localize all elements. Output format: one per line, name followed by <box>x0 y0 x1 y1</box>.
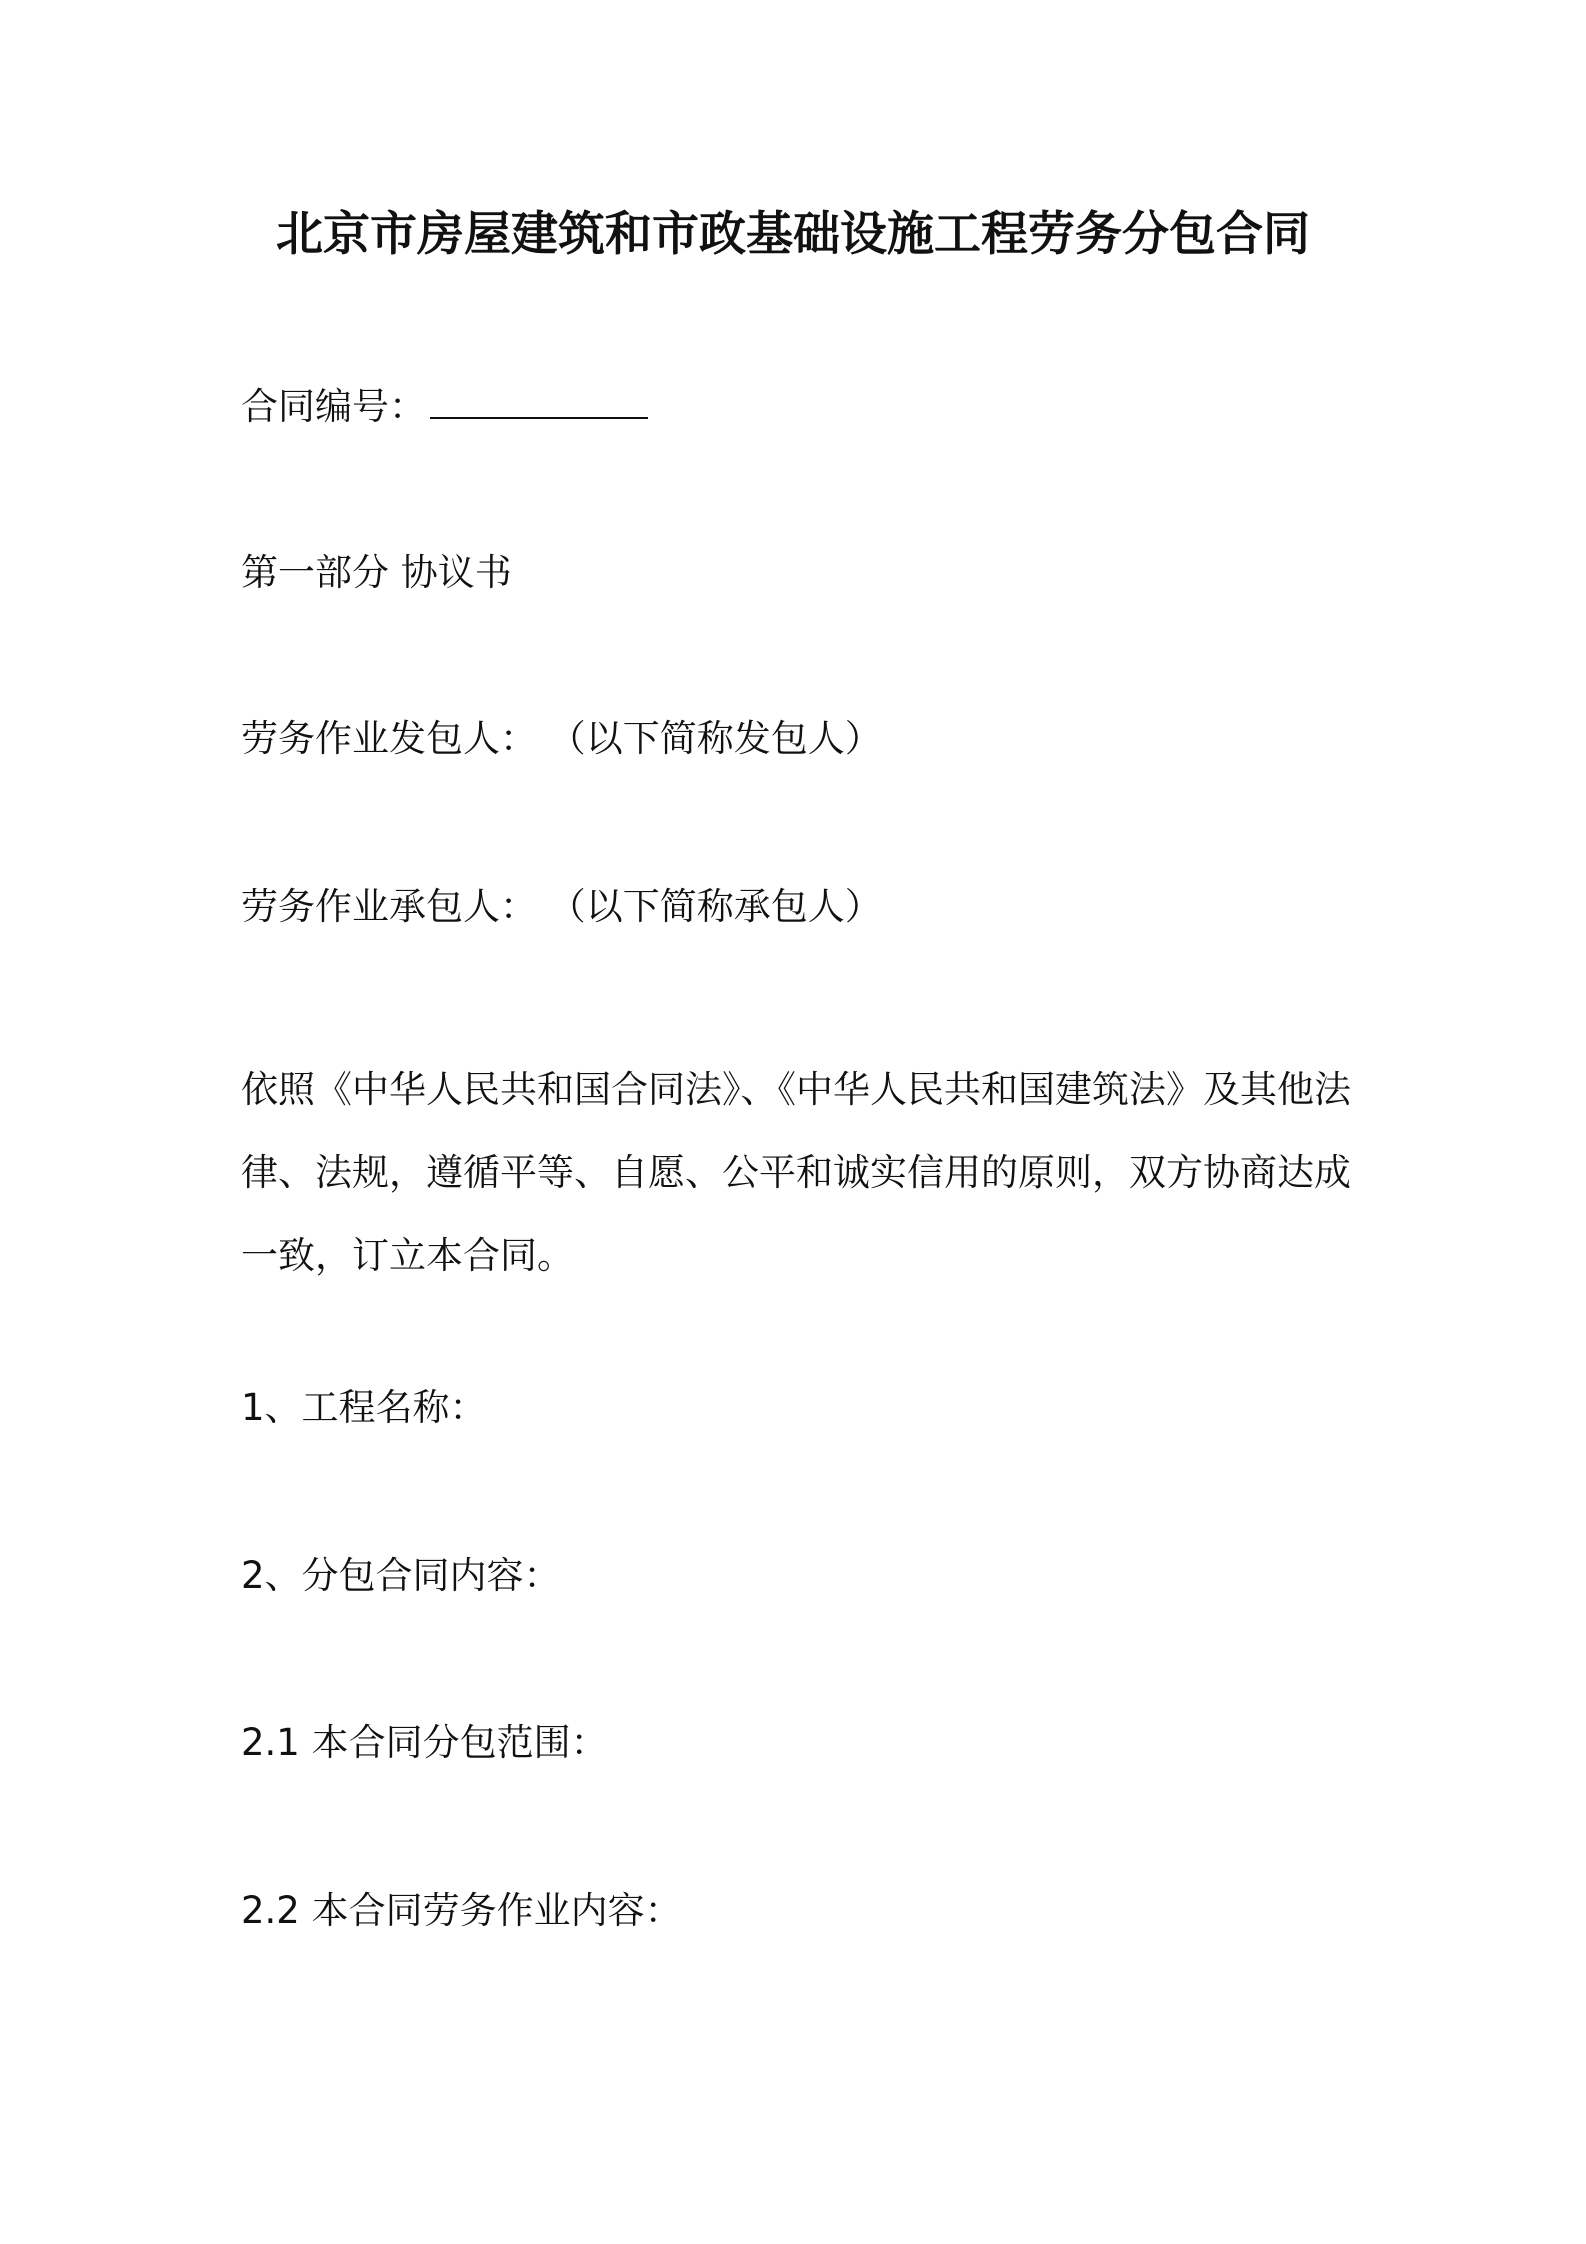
item-labor-content: 2.2 本合同劳务作业内容： <box>241 1889 682 1932</box>
intro-line: 一致，订立本合同。 <box>241 1234 574 1277</box>
item-subcontract-content: 2、分包合同内容： <box>241 1554 561 1597</box>
part-heading: 第一部分 协议书 <box>241 551 512 594</box>
intro-paragraph <box>241 1048 1361 1297</box>
item-subcontract-scope: 2.1 本合同分包范围： <box>241 1721 608 1764</box>
intro-line: 依照《中华人民共和国合同法》、《中华人民共和国建筑法》及其他法 <box>241 1068 1351 1111</box>
contractor-line: 劳务作业发包人： （以下简称发包人） <box>241 717 882 760</box>
item-project-name: 1、工程名称： <box>241 1386 487 1429</box>
contract-number-label: 合同编号： <box>241 385 426 428</box>
subcontractor-line: 劳务作业承包人： （以下简称承包人） <box>241 885 882 928</box>
intro-line: 律、法规，遵循平等、自愿、公平和诚实信用的原则，双方协商达成 <box>241 1151 1351 1194</box>
contract-number-blank <box>430 383 648 419</box>
contract-number-line <box>241 383 648 430</box>
document-title: 北京市房屋建筑和市政基础设施工程劳务分包合同 <box>276 207 1310 262</box>
